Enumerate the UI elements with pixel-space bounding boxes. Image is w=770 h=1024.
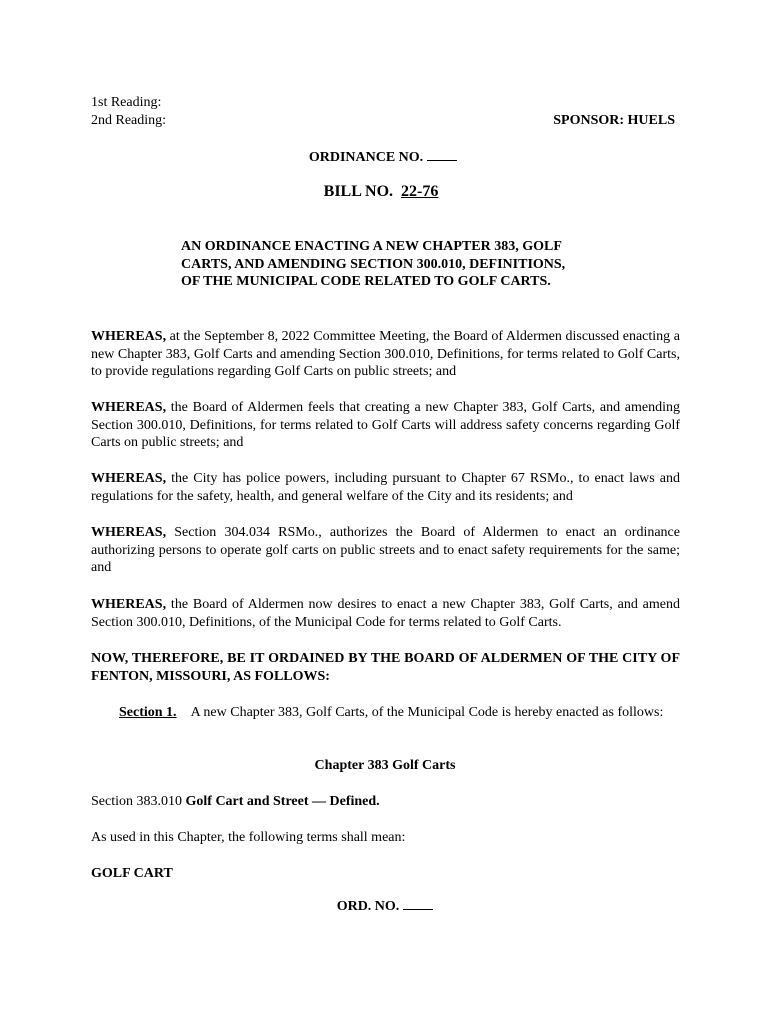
whereas-clause-4 xyxy=(91,524,680,577)
whereas-lead: WHEREAS, xyxy=(91,471,167,486)
ordinance-number-blank xyxy=(427,148,457,161)
bill-number xyxy=(0,183,766,201)
second-reading-label: 2nd Reading: xyxy=(91,113,167,128)
whereas-text: the Board of Aldermen now desires to enact a new Chapter 383, Golf Carts, and amend Section 300.010, Definitions, of the Municipal Code for terms related to Golf Carts. xyxy=(91,597,680,630)
footer-ord-number xyxy=(0,897,770,916)
footer-ord-label: ORD. NO. xyxy=(336,899,400,914)
first-reading-label: 1st Reading: xyxy=(91,95,162,110)
whereas-lead: WHEREAS, xyxy=(91,329,167,344)
definitions-intro: As used in this Chapter, the following terms shall mean: xyxy=(91,830,406,845)
ordinance-title xyxy=(181,238,601,291)
whereas-text: the Board of Aldermen feels that creating a new Chapter 383, Golf Carts, and amending Section 300.010, Definitions, for terms related to Golf Carts will address safety concerns regarding Golf Carts on public streets; and xyxy=(91,400,680,451)
whereas-text: Section 304.034 RSMo., authorizes the Board of Aldermen to enact an ordinance authorizing persons to operate golf carts on public streets and to enact safety requirements for the same; and xyxy=(91,525,680,576)
ordinance-number-label: ORDINANCE NO. xyxy=(308,150,424,165)
chapter-heading: Chapter 383 Golf Carts xyxy=(314,758,456,773)
whereas-text: the City has police powers, including pursuant to Chapter 67 RSMo., to enact laws and regulations for the safety, health, and general welfare of the City and its residents; and xyxy=(91,471,680,504)
title-line: AN ORDINANCE ENACTING A NEW CHAPTER 383, GOLF xyxy=(181,239,562,254)
whereas-text: at the September 8, 2022 Committee Meeting, the Board of Aldermen discussed enacting a new Chapter 383, Golf Carts and amending Section 300.010, Definitions, for terms related to Golf Carts, to provide regulations regarding Golf Carts on public streets; and xyxy=(91,329,680,380)
title-line: CARTS, AND AMENDING SECTION 300.010, DEFINITIONS, xyxy=(181,256,566,272)
section-383-010-prefix: Section 383.010 xyxy=(91,794,186,809)
whereas-lead: WHEREAS, xyxy=(91,597,167,612)
whereas-lead: WHEREAS, xyxy=(91,525,167,540)
ordaining-clause: NOW, THEREFORE, BE IT ORDAINED BY THE BOARD OF ALDERMEN OF THE CITY OF FENTON, MISSOURI, AS FOLLOWS: xyxy=(91,651,680,684)
whereas-clause-2 xyxy=(91,399,680,452)
section-1-text: A new Chapter 383, Golf Carts, of the Municipal Code is hereby enacted as follows: xyxy=(190,705,664,720)
whereas-clause-3 xyxy=(91,470,680,505)
title-line: OF THE MUNICIPAL CODE RELATED TO GOLF CARTS. xyxy=(181,274,551,290)
whereas-clause-1 xyxy=(91,328,680,381)
footer-ord-blank xyxy=(403,897,433,910)
section-383-010 xyxy=(91,793,380,811)
term-golf-cart: GOLF CART xyxy=(91,866,173,881)
ordinance-number xyxy=(0,148,768,167)
section-1 xyxy=(91,704,680,722)
section-1-label: Section 1. xyxy=(119,705,177,720)
whereas-lead: WHEREAS, xyxy=(91,400,167,415)
section-383-010-title: Golf Cart and Street — Defined. xyxy=(185,794,380,809)
bill-number-label: BILL NO. xyxy=(323,183,394,200)
whereas-clause-5 xyxy=(91,596,680,631)
bill-number-value: 22-76 xyxy=(401,183,439,200)
sponsor-label: SPONSOR: HUELS xyxy=(553,113,675,128)
